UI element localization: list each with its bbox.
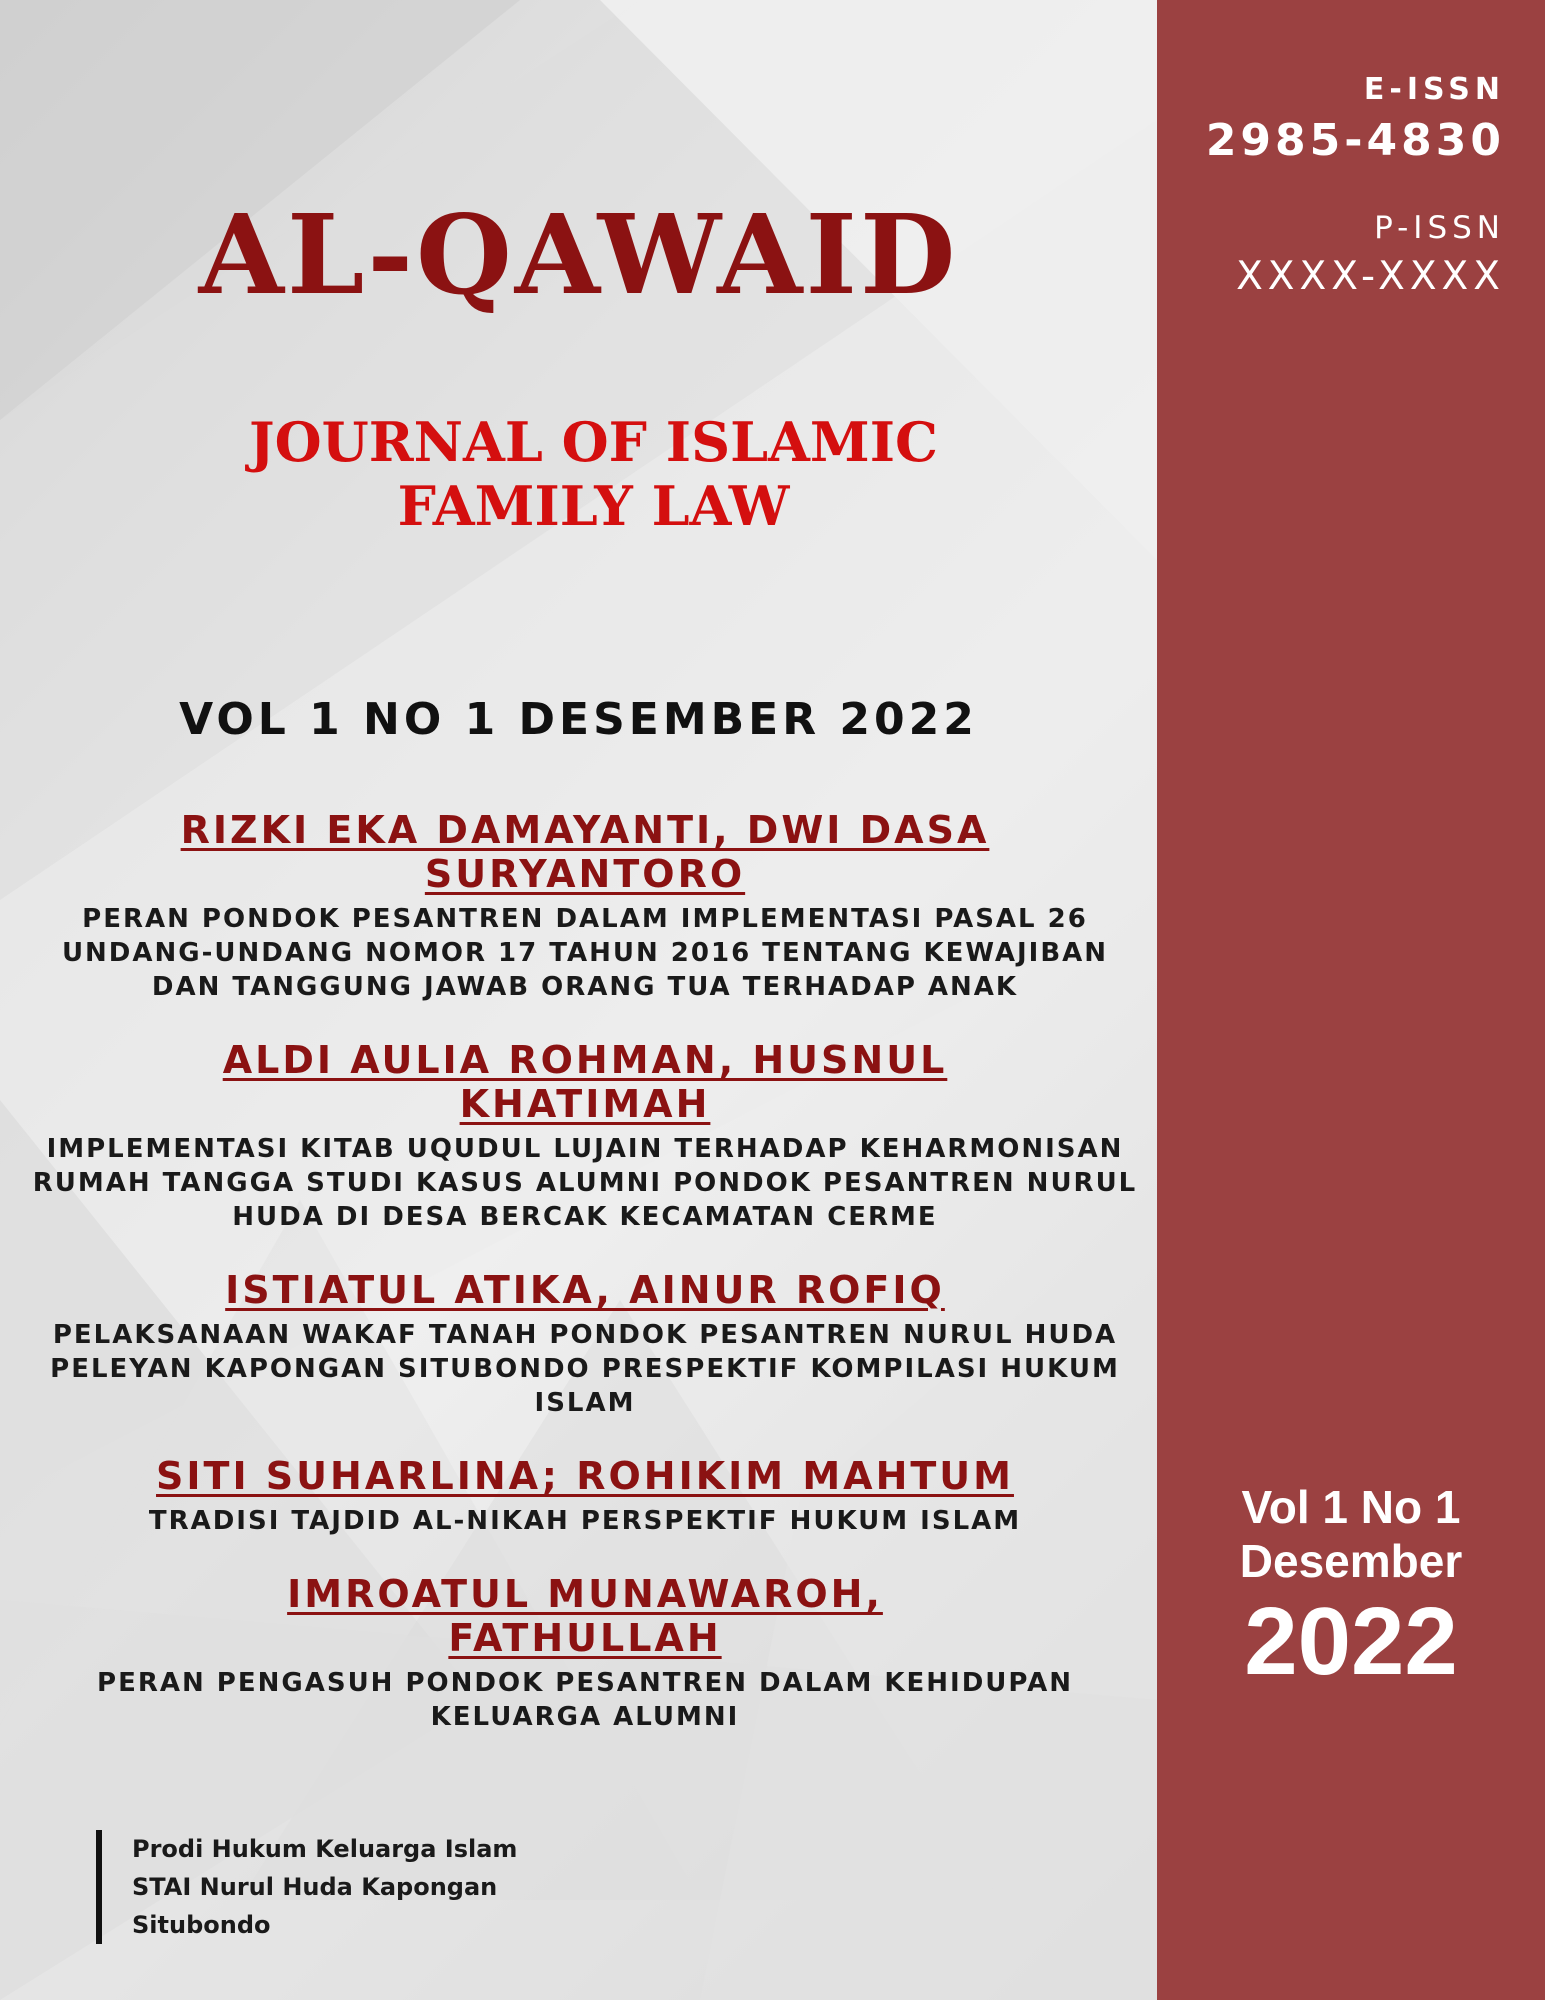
sidebar-volume-block [1157, 1480, 1545, 1694]
article-authors[interactable]: RIZKI EKA DAMAYANTI, DWI DASA SURYANTORO [180, 808, 990, 896]
pissn-label: P-ISSN [1374, 210, 1505, 246]
journal-subtitle [0, 410, 1157, 538]
eissn-label: E-ISSN [1363, 72, 1505, 107]
issn-block [1165, 72, 1505, 299]
sidebar-volume-number: Vol 1 No 1 [1241, 1481, 1461, 1533]
sidebar-panel [1157, 0, 1545, 2000]
article-item [30, 1572, 1140, 1734]
article-item [30, 1268, 1140, 1420]
article-item [30, 808, 1140, 1004]
publisher-line-3: Situbondo [132, 1911, 271, 1939]
article-title: TRADISI TAJDID AL-NIKAH PERSPEKTIF HUKUM ISLAM [148, 1506, 1022, 1536]
article-title: PERAN PONDOK PESANTREN DALAM IMPLEMENTASI PASAL 26 UNDANG-UNDANG NOMOR 17 TAHUN 2016 TENTANG KEWAJIBAN DAN TANGGUNG JAWAB ORANG TUA TERHADAP ANAK [61, 904, 1109, 1002]
article-title: IMPLEMENTASI KITAB UQUDUL LUJAIN TERHADAP KEHARMONISAN RUMAH TANGGA STUDI KASUS ALUMNI PONDOK PESANTREN NURUL HUDA DI DESA BERCAK KECAMATAN CERME [32, 1134, 1138, 1232]
article-item [30, 1454, 1140, 1538]
subtitle-line-2: FAMILY LAW [397, 474, 790, 538]
sidebar-volume-year: 2022 [1244, 1588, 1458, 1695]
sidebar-volume-month: Desember [1239, 1535, 1463, 1587]
article-item [30, 1038, 1140, 1234]
article-authors[interactable]: SITI SUHARLINA; ROHIKIM MAHTUM [156, 1454, 1014, 1498]
article-title: PELAKSANAAN WAKAF TANAH PONDOK PESANTREN NURUL HUDA PELEYAN KAPONGAN SITUBONDO PRESPEKTIF KOMPILASI HUKUM ISLAM [50, 1320, 1120, 1418]
publisher-line-1: Prodi Hukum Keluarga Islam [132, 1835, 518, 1863]
pissn-value: XXXX-XXXX [1236, 254, 1505, 299]
article-title: PERAN PENGASUH PONDOK PESANTREN DALAM KEHIDUPAN KELUARGA ALUMNI [97, 1668, 1073, 1732]
article-authors[interactable]: ISTIATUL ATIKA, AINUR ROFIQ [225, 1268, 945, 1312]
journal-title: AL-QAWAID [198, 190, 959, 319]
publisher-info [96, 1830, 517, 1944]
publisher-line-2: STAI Nurul Huda Kapongan [132, 1873, 498, 1901]
article-list [30, 808, 1140, 1768]
volume-heading: VOL 1 NO 1 DESEMBER 2022 [179, 694, 978, 745]
article-authors[interactable]: ALDI AULIA ROHMAN, HUSNUL KHATIMAH [222, 1038, 948, 1126]
subtitle-line-1: JOURNAL OF ISLAMIC [249, 410, 938, 474]
article-authors[interactable]: IMROATUL MUNAWAROH, FATHULLAH [287, 1572, 883, 1660]
eissn-value: 2985-4830 [1205, 115, 1505, 166]
